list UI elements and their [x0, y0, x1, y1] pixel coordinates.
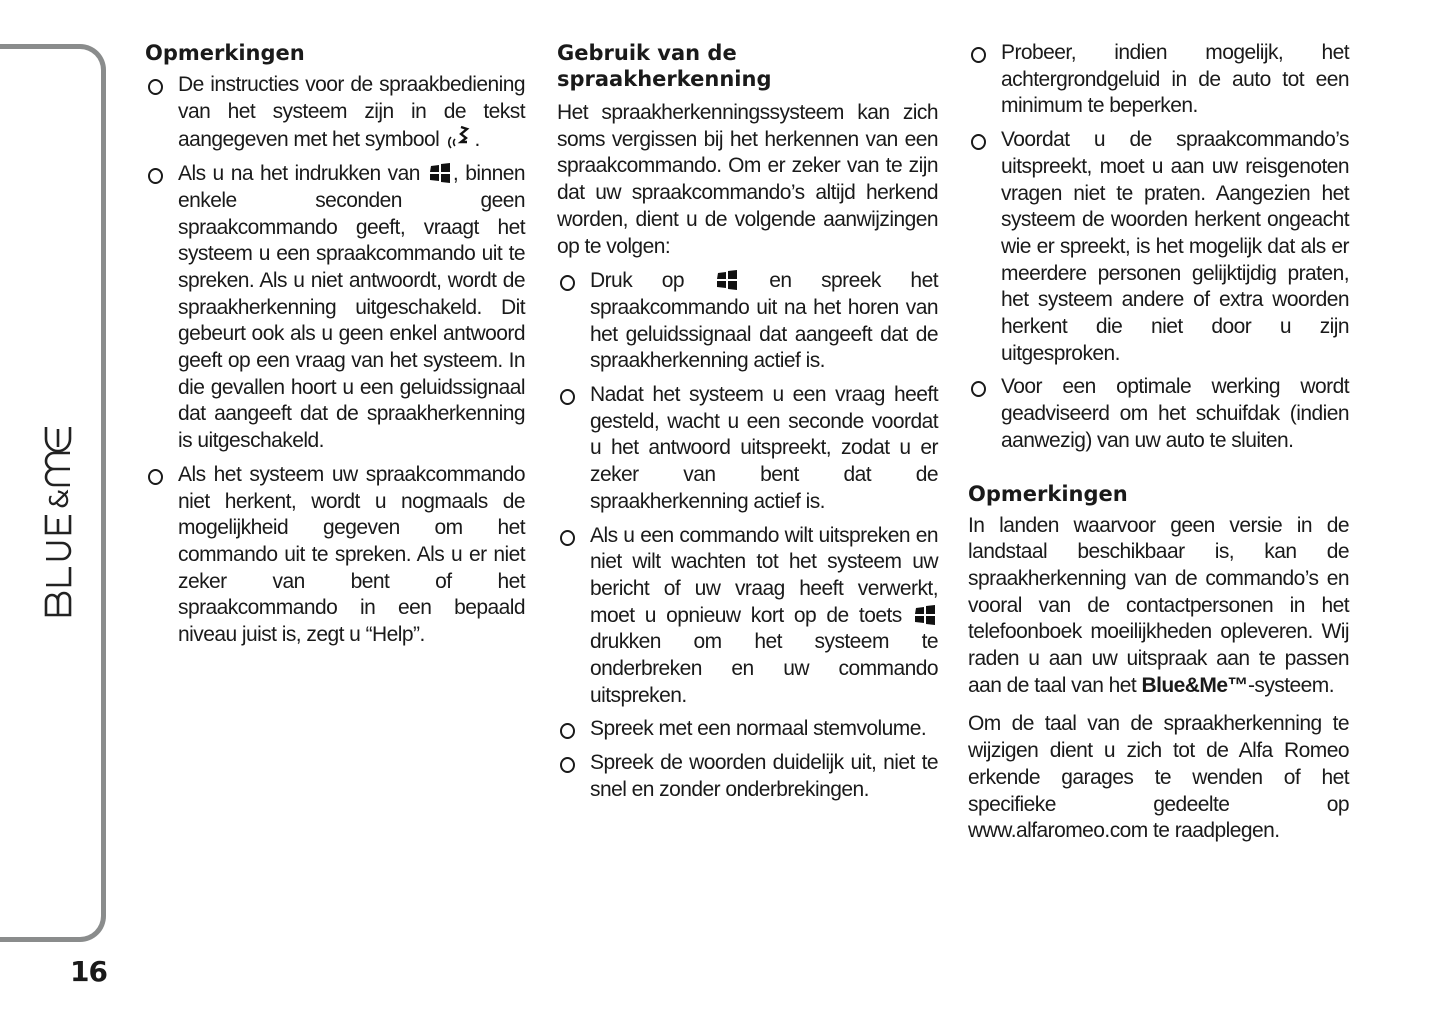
section-heading: Gebruik van de spraakherkenning: [557, 41, 772, 91]
bullet-icon: [971, 134, 986, 150]
bullet-icon: [560, 723, 575, 739]
list-item: De instructies voor de spraakbediening van het systeem zijn in de tekst aangegeven met het symbool .: [145, 72, 525, 154]
svg-text:&: &: [45, 488, 75, 509]
brand-name: Blue&Me™: [1141, 673, 1248, 697]
list-item: Spreek met een normaal stemvolume.: [557, 716, 938, 743]
voice-button-icon: [429, 163, 451, 183]
list-item: Probeer, indien mogelijk, het achtergrondgeluid in de auto tot een minimum te beperken.: [968, 40, 1349, 120]
section-heading: Opmerkingen: [145, 41, 305, 65]
bullet-icon: [971, 381, 986, 397]
column-2: [557, 40, 938, 811]
bullet-icon: [560, 389, 575, 405]
list-item: Druk op en spreek het spraakcommando uit na het horen van het geluidssignaal dat aangeeft dat de spraakherkenning actief is.: [557, 268, 938, 375]
bullet-icon: [971, 47, 986, 63]
voice-button-icon: [716, 270, 738, 290]
intro-paragraph: Het spraakherkenningssysteem kan zich soms vergissen bij het herkennen van een spraakcommando. Om er zeker van te zijn dat uw spraakcommando’s altijd herkend worden, dient u de volgende aanwijzingen op te volgen:: [557, 101, 938, 258]
column-1: [145, 40, 525, 656]
column-3: [968, 40, 1349, 853]
list-item: Spreek de woorden duidelijk uit, niet te snel en zonder onderbrekingen.: [557, 750, 938, 803]
list-item: Als het systeem uw spraakcommando niet herkent, wordt u nogmaals de mogelijkheid gegeven om het commando uit te spreken. Als u er niet zeker van bent of het spraakcommando in een bepaald niveau juist is, zegt u “Help”.: [145, 462, 525, 649]
list-item: Voor een optimale werking wordt geadviseerd om het schuifdak (indien aanwezig) van uw auto te sluiten.: [968, 374, 1349, 454]
paragraph: Om de taal van de spraakherkenning te wijzigen dient u zich tot de Alfa Romeo erkende garages te wenden of het specifieke gedeelte op www.alfaromeo.com te raadplegen.: [968, 712, 1349, 843]
blue-and-me-logo: [40, 380, 80, 620]
voice-command-icon: [447, 125, 473, 149]
bullet-icon: [148, 469, 163, 485]
list-item: Voordat u de spraakcommando’s uitspreekt, moet u aan uw reisgenoten vragen niet te praten. Aangezien het systeem de woorden herkent ongeacht wie er spreekt, is het mogelijk dat als er meerdere personen gelijktijdig praten, het systeem andere of extra woorden herkent die niet door u zijn uitgesproken.: [968, 127, 1349, 367]
list-item: Als u na het indrukken van , binnen enkele seconden geen spraakcommando geeft, vraagt het systeem u een spraakcommando uit te spreken. Als u niet antwoordt, wordt de spraakherkenning uitgeschakeld. Dit gebeurt ook als u geen enkel antwoord geeft op een vraag van het systeem. In die gevallen hoort u een geluidssignaal dat aangeeft dat de spraakherkenning is uitgeschakeld.: [145, 161, 525, 455]
bullet-icon: [148, 168, 163, 184]
voice-button-icon: [914, 605, 936, 625]
bullet-icon: [560, 757, 575, 773]
list-item: Als u een commando wilt uitspreken en niet wilt wachten tot het systeem uw bericht of uw vraag heeft verwerkt, moet u opnieuw kort op de toets drukken om het systeem te onderbreken en uw commando uitspreken.: [557, 523, 938, 710]
list-item: Nadat het systeem u een vraag heeft gesteld, wacht u een seconde voordat u het antwoord uitspreekt, zodat u er zeker van bent dat de spraakherkenning actief is.: [557, 382, 938, 516]
paragraph: In landen waarvoor geen versie in de landstaal beschikbaar is, kan de spraakherkenning van de commando’s en vooral van de contactpersonen in het telefoonboek moeilijkheden opleveren. Wij raden u aan uw uitspraak aan te passen aan de taal van het Blue&Me™-systeem.: [968, 513, 1349, 697]
bullet-icon: [560, 530, 575, 546]
bullet-icon: [560, 275, 575, 291]
section-heading: Opmerkingen: [968, 481, 1128, 506]
bullet-icon: [148, 79, 163, 95]
page-number: 16: [70, 955, 107, 988]
